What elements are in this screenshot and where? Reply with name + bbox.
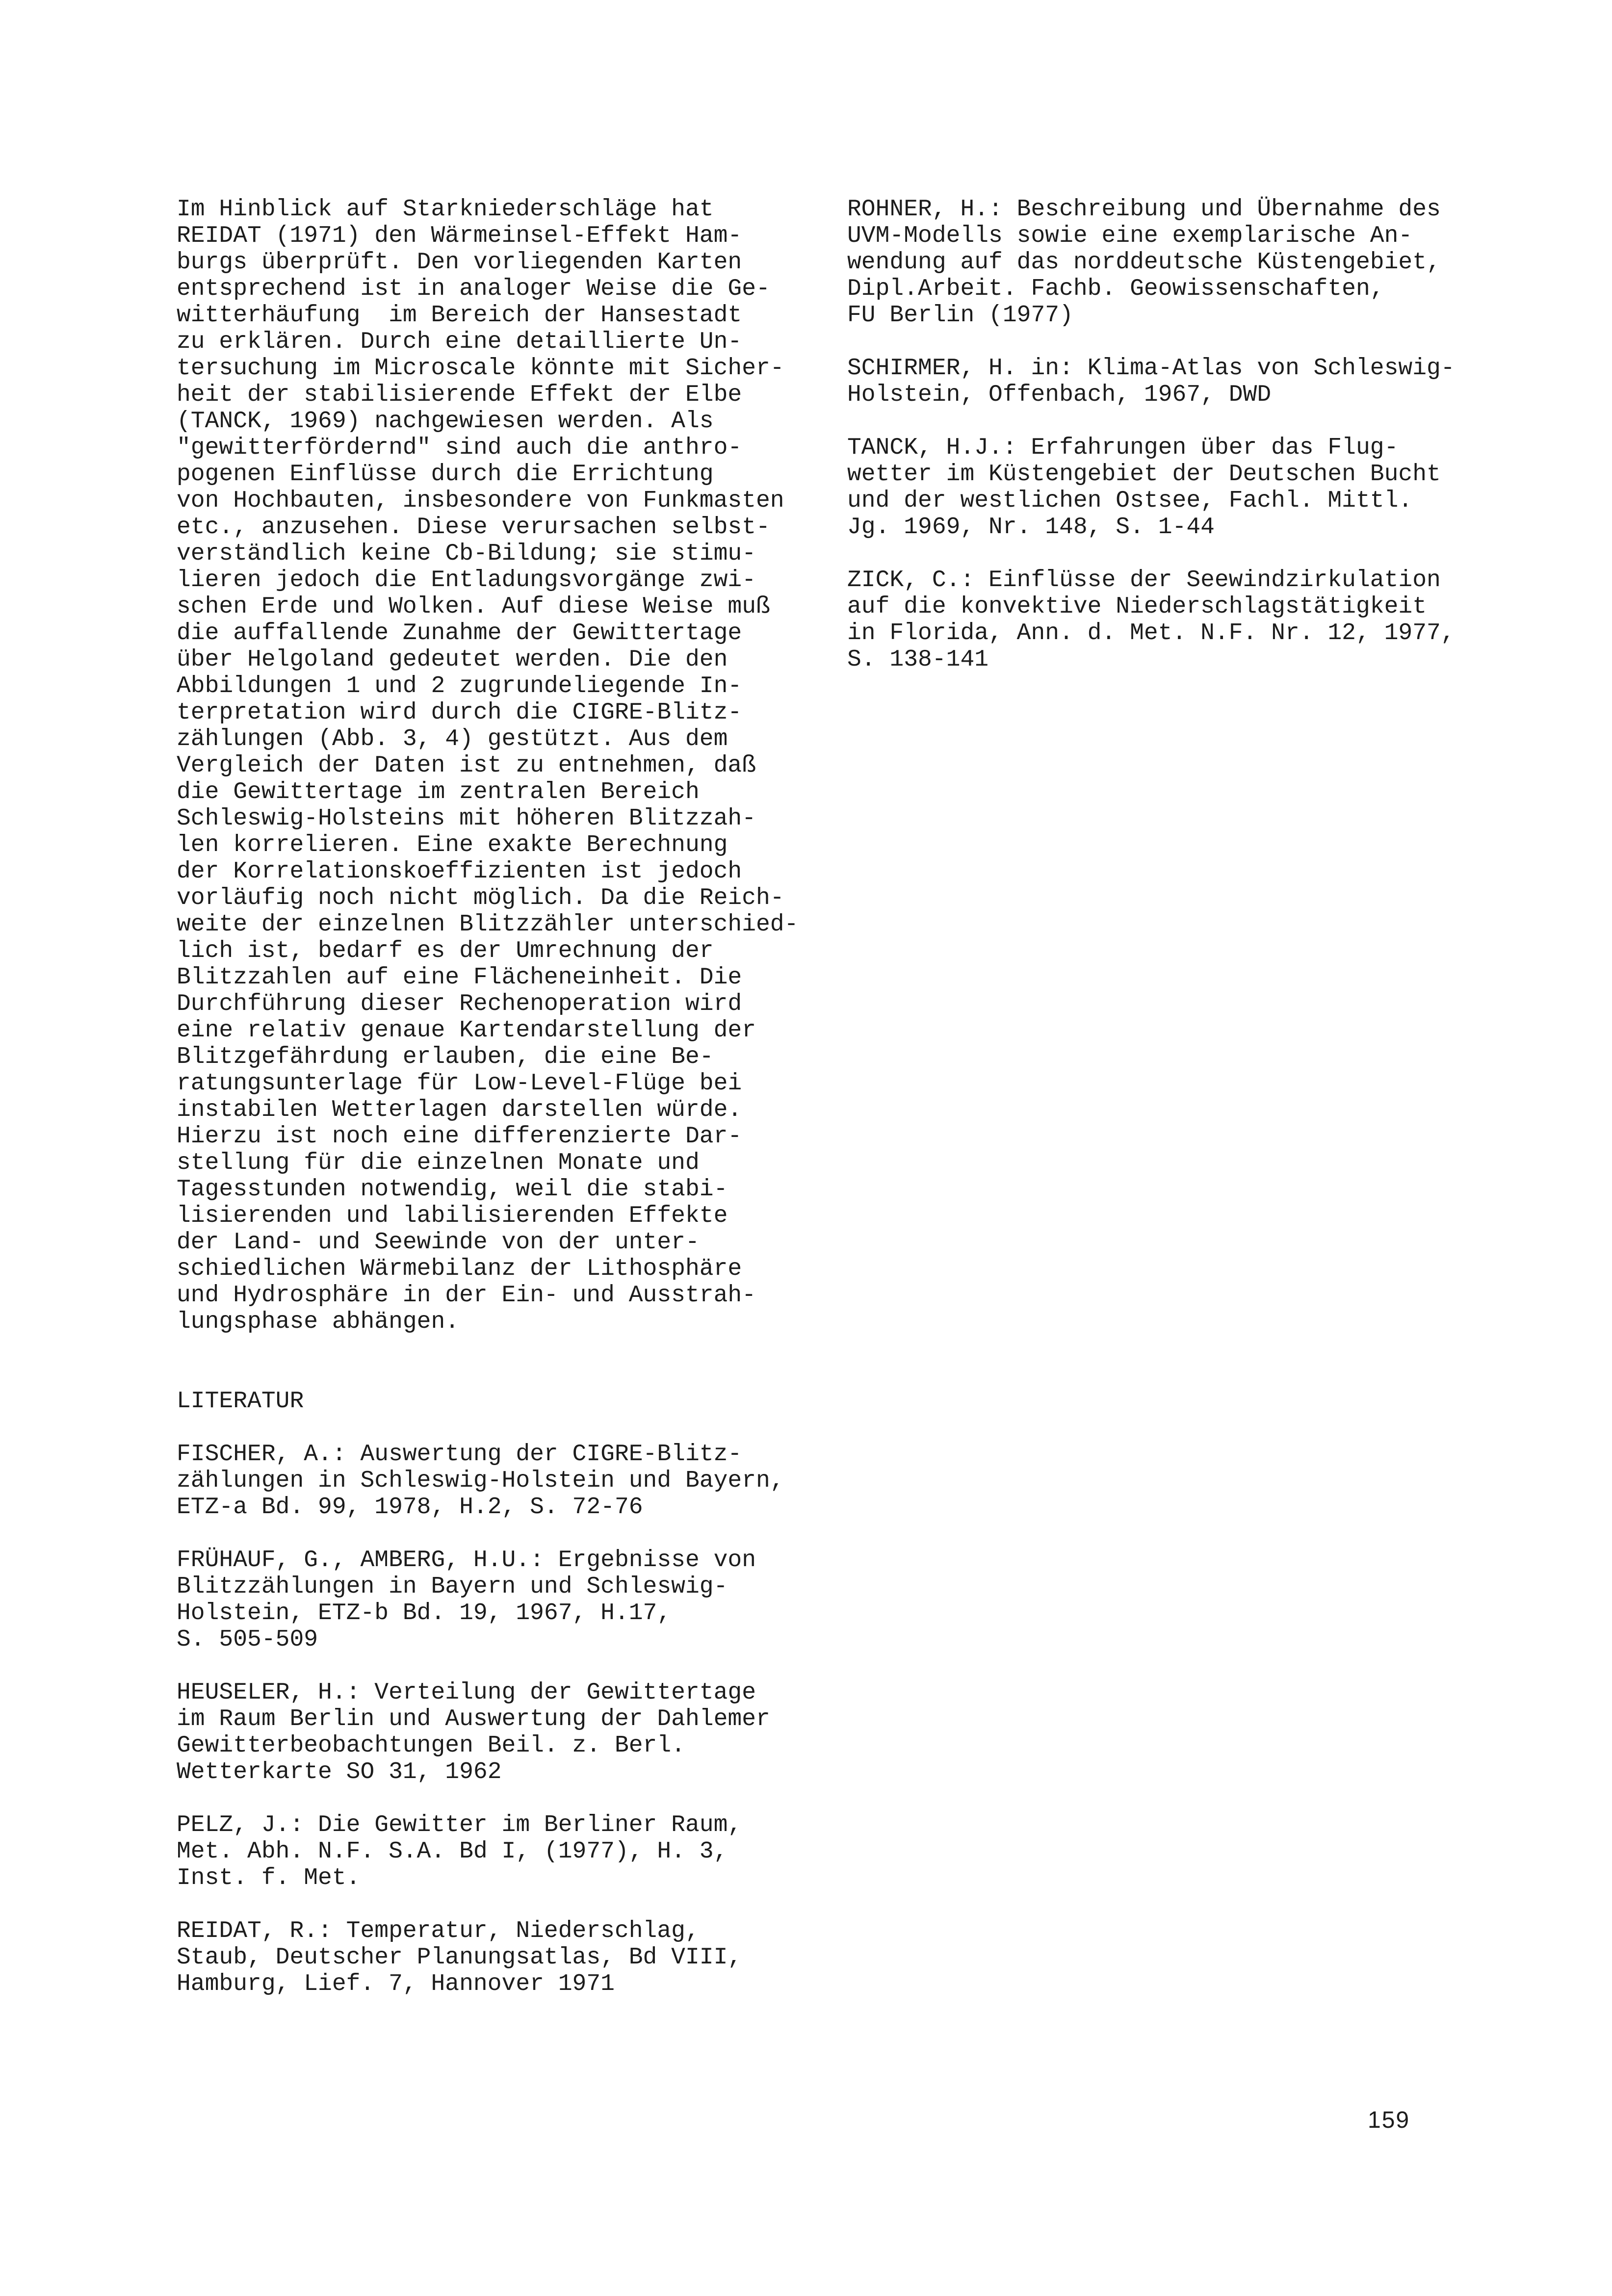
reference-line: im Raum Berlin und Auswertung der Dahlemer bbox=[177, 1706, 770, 1732]
reference-line: Gewitterbeobachtungen Beil. z. Berl. bbox=[177, 1732, 685, 1759]
reference-line: S. 138-141 bbox=[847, 646, 989, 673]
body-line: Hierzu ist noch eine differenzierte Dar- bbox=[177, 1123, 742, 1150]
body-line: die Gewittertage im zentralen Bereich bbox=[177, 779, 700, 805]
reference-entry bbox=[177, 1441, 824, 1521]
body-line: vorläufig noch nicht möglich. Da die Reich- bbox=[177, 885, 784, 911]
reference-line: in Florida, Ann. d. Met. N.F. Nr. 12, 1977, bbox=[847, 620, 1455, 646]
body-line: schen Erde und Wolken. Auf diese Weise muß bbox=[177, 593, 770, 620]
reference-line: Jg. 1969, Nr. 148, S. 1-44 bbox=[847, 514, 1215, 541]
body-line: (TANCK, 1969) nachgewiesen werden. Als bbox=[177, 408, 714, 435]
body-line: etc., anzusehen. Diese verursachen selbst- bbox=[177, 514, 770, 541]
body-line: lisierenden und labilisierenden Effekte bbox=[177, 1203, 728, 1229]
body-line: tersuchung im Microscale könnte mit Sicher- bbox=[177, 355, 784, 382]
reference-line: Wetterkarte SO 31, 1962 bbox=[177, 1759, 502, 1785]
body-line: zählungen (Abb. 3, 4) gestützt. Aus dem bbox=[177, 726, 728, 752]
reference-line: Dipl.Arbeit. Fachb. Geowissenschaften, bbox=[847, 276, 1384, 302]
reference-line: auf die konvektive Niederschlagstätigkeit bbox=[847, 593, 1427, 620]
body-line: len korrelieren. Eine exakte Berechnung bbox=[177, 832, 728, 858]
reference-line: FU Berlin (1977) bbox=[847, 302, 1073, 329]
body-line: terpretation wird durch die CIGRE-Blitz- bbox=[177, 699, 742, 726]
reference-line: TANCK, H.J.: Erfahrungen über das Flug- bbox=[847, 435, 1399, 461]
reference-list-left bbox=[177, 1441, 824, 1997]
body-line: heit der stabilisierende Effekt der Elbe bbox=[177, 382, 742, 408]
body-line: Abbildungen 1 und 2 zugrundeliegende In- bbox=[177, 673, 742, 699]
body-line: der Land- und Seewinde von der unter- bbox=[177, 1229, 700, 1256]
body-line: pogenen Einflüsse durch die Errichtung bbox=[177, 461, 714, 488]
body-line: Durchführung dieser Rechenoperation wird bbox=[177, 991, 742, 1017]
reference-entry bbox=[847, 435, 1534, 541]
body-line: weite der einzelnen Blitzzähler unterschied- bbox=[177, 911, 799, 938]
reference-line: Hamburg, Lief. 7, Hannover 1971 bbox=[177, 1971, 615, 1997]
reference-line: UVM-Modells sowie eine exemplarische An- bbox=[847, 223, 1413, 249]
body-line: Vergleich der Daten ist zu entnehmen, daß bbox=[177, 752, 756, 779]
reference-line: Inst. f. Met. bbox=[177, 1865, 361, 1891]
body-line: "gewitterfördernd" sind auch die anthro- bbox=[177, 435, 742, 461]
page-number: 159 bbox=[1368, 2107, 1410, 2133]
body-line: ratungsunterlage für Low-Level-Flüge bei bbox=[177, 1070, 742, 1097]
body-line: Blitzgefährdung erlauben, die eine Be- bbox=[177, 1044, 714, 1070]
body-line: Blitzzahlen auf eine Flächeneinheit. Die bbox=[177, 964, 742, 991]
reference-line: ETZ-a Bd. 99, 1978, H.2, S. 72-76 bbox=[177, 1494, 643, 1521]
body-line: burgs überprüft. Den vorliegenden Karten bbox=[177, 249, 742, 276]
body-line: Tagesstunden notwendig, weil die stabi- bbox=[177, 1176, 728, 1203]
body-line: von Hochbauten, insbesondere von Funkmasten bbox=[177, 488, 784, 514]
reference-line: Holstein, Offenbach, 1967, DWD bbox=[847, 382, 1272, 408]
body-line: REIDAT (1971) den Wärmeinsel-Effekt Ham- bbox=[177, 223, 742, 249]
body-line: stellung für die einzelnen Monate und bbox=[177, 1150, 700, 1176]
reference-line: Met. Abh. N.F. S.A. Bd I, (1977), H. 3, bbox=[177, 1838, 728, 1865]
reference-entry bbox=[177, 1679, 824, 1785]
body-line: eine relativ genaue Kartendarstellung der bbox=[177, 1017, 756, 1044]
body-line: die auffallende Zunahme der Gewittertage bbox=[177, 620, 742, 646]
reference-line: FRÜHAUF, G., AMBERG, H.U.: Ergebnisse von bbox=[177, 1547, 756, 1574]
body-line: schiedlichen Wärmebilanz der Lithosphäre bbox=[177, 1256, 742, 1282]
reference-line: PELZ, J.: Die Gewitter im Berliner Raum, bbox=[177, 1812, 742, 1838]
reference-line: ROHNER, H.: Beschreibung und Übernahme des bbox=[847, 196, 1441, 223]
reference-entry bbox=[177, 1812, 824, 1891]
body-line: zu erklären. Durch eine detaillierte Un- bbox=[177, 329, 742, 355]
reference-list-right bbox=[847, 196, 1534, 673]
reference-line: Staub, Deutscher Planungsatlas, Bd VIII, bbox=[177, 1944, 742, 1971]
reference-line: wendung auf das norddeutsche Küstengebiet, bbox=[847, 249, 1441, 276]
body-line: verständlich keine Cb-Bildung; sie stimu- bbox=[177, 541, 756, 567]
body-line: über Helgoland gedeutet werden. Die den bbox=[177, 646, 728, 673]
reference-entry bbox=[847, 567, 1534, 673]
body-paragraph bbox=[177, 196, 824, 1335]
reference-line: S. 505-509 bbox=[177, 1626, 318, 1653]
right-column bbox=[847, 196, 1534, 699]
body-line: Im Hinblick auf Starkniederschläge hat bbox=[177, 196, 714, 223]
reference-entry bbox=[177, 1918, 824, 1997]
body-line: instabilen Wetterlagen darstellen würde. bbox=[177, 1097, 742, 1123]
body-line: der Korrelationskoeffizienten ist jedoch bbox=[177, 858, 742, 885]
reference-entry bbox=[847, 196, 1534, 329]
reference-line: REIDAT, R.: Temperatur, Niederschlag, bbox=[177, 1918, 700, 1944]
reference-line: zählungen in Schleswig-Holstein und Bayern, bbox=[177, 1468, 784, 1494]
reference-line: und der westlichen Ostsee, Fachl. Mittl. bbox=[847, 488, 1413, 514]
reference-line: HEUSELER, H.: Verteilung der Gewittertage bbox=[177, 1679, 756, 1706]
reference-line: SCHIRMER, H. in: Klima-Atlas von Schleswig- bbox=[847, 355, 1455, 382]
body-line: lich ist, bedarf es der Umrechnung der bbox=[177, 938, 714, 964]
body-line: Schleswig-Holsteins mit höheren Blitzzah- bbox=[177, 805, 756, 832]
body-line: lieren jedoch die Entladungsvorgänge zwi- bbox=[177, 567, 756, 593]
left-column bbox=[177, 196, 824, 2024]
reference-line: ZICK, C.: Einflüsse der Seewindzirkulation bbox=[847, 567, 1441, 593]
reference-line: wetter im Küstengebiet der Deutschen Bucht bbox=[847, 461, 1441, 488]
body-line: lungsphase abhängen. bbox=[177, 1309, 460, 1335]
body-line: entsprechend ist in analoger Weise die Ge- bbox=[177, 276, 770, 302]
reference-line: Holstein, ETZ-b Bd. 19, 1967, H.17, bbox=[177, 1600, 672, 1626]
reference-entry bbox=[177, 1547, 824, 1653]
reference-line: Blitzzählungen in Bayern und Schleswig- bbox=[177, 1574, 728, 1600]
literature-heading: LITERATUR bbox=[177, 1388, 304, 1415]
reference-entry bbox=[847, 355, 1534, 408]
body-line: und Hydrosphäre in der Ein- und Ausstrah- bbox=[177, 1282, 756, 1309]
body-line: witterhäufung im Bereich der Hansestadt bbox=[177, 302, 742, 329]
reference-line: FISCHER, A.: Auswertung der CIGRE-Blitz- bbox=[177, 1441, 742, 1468]
